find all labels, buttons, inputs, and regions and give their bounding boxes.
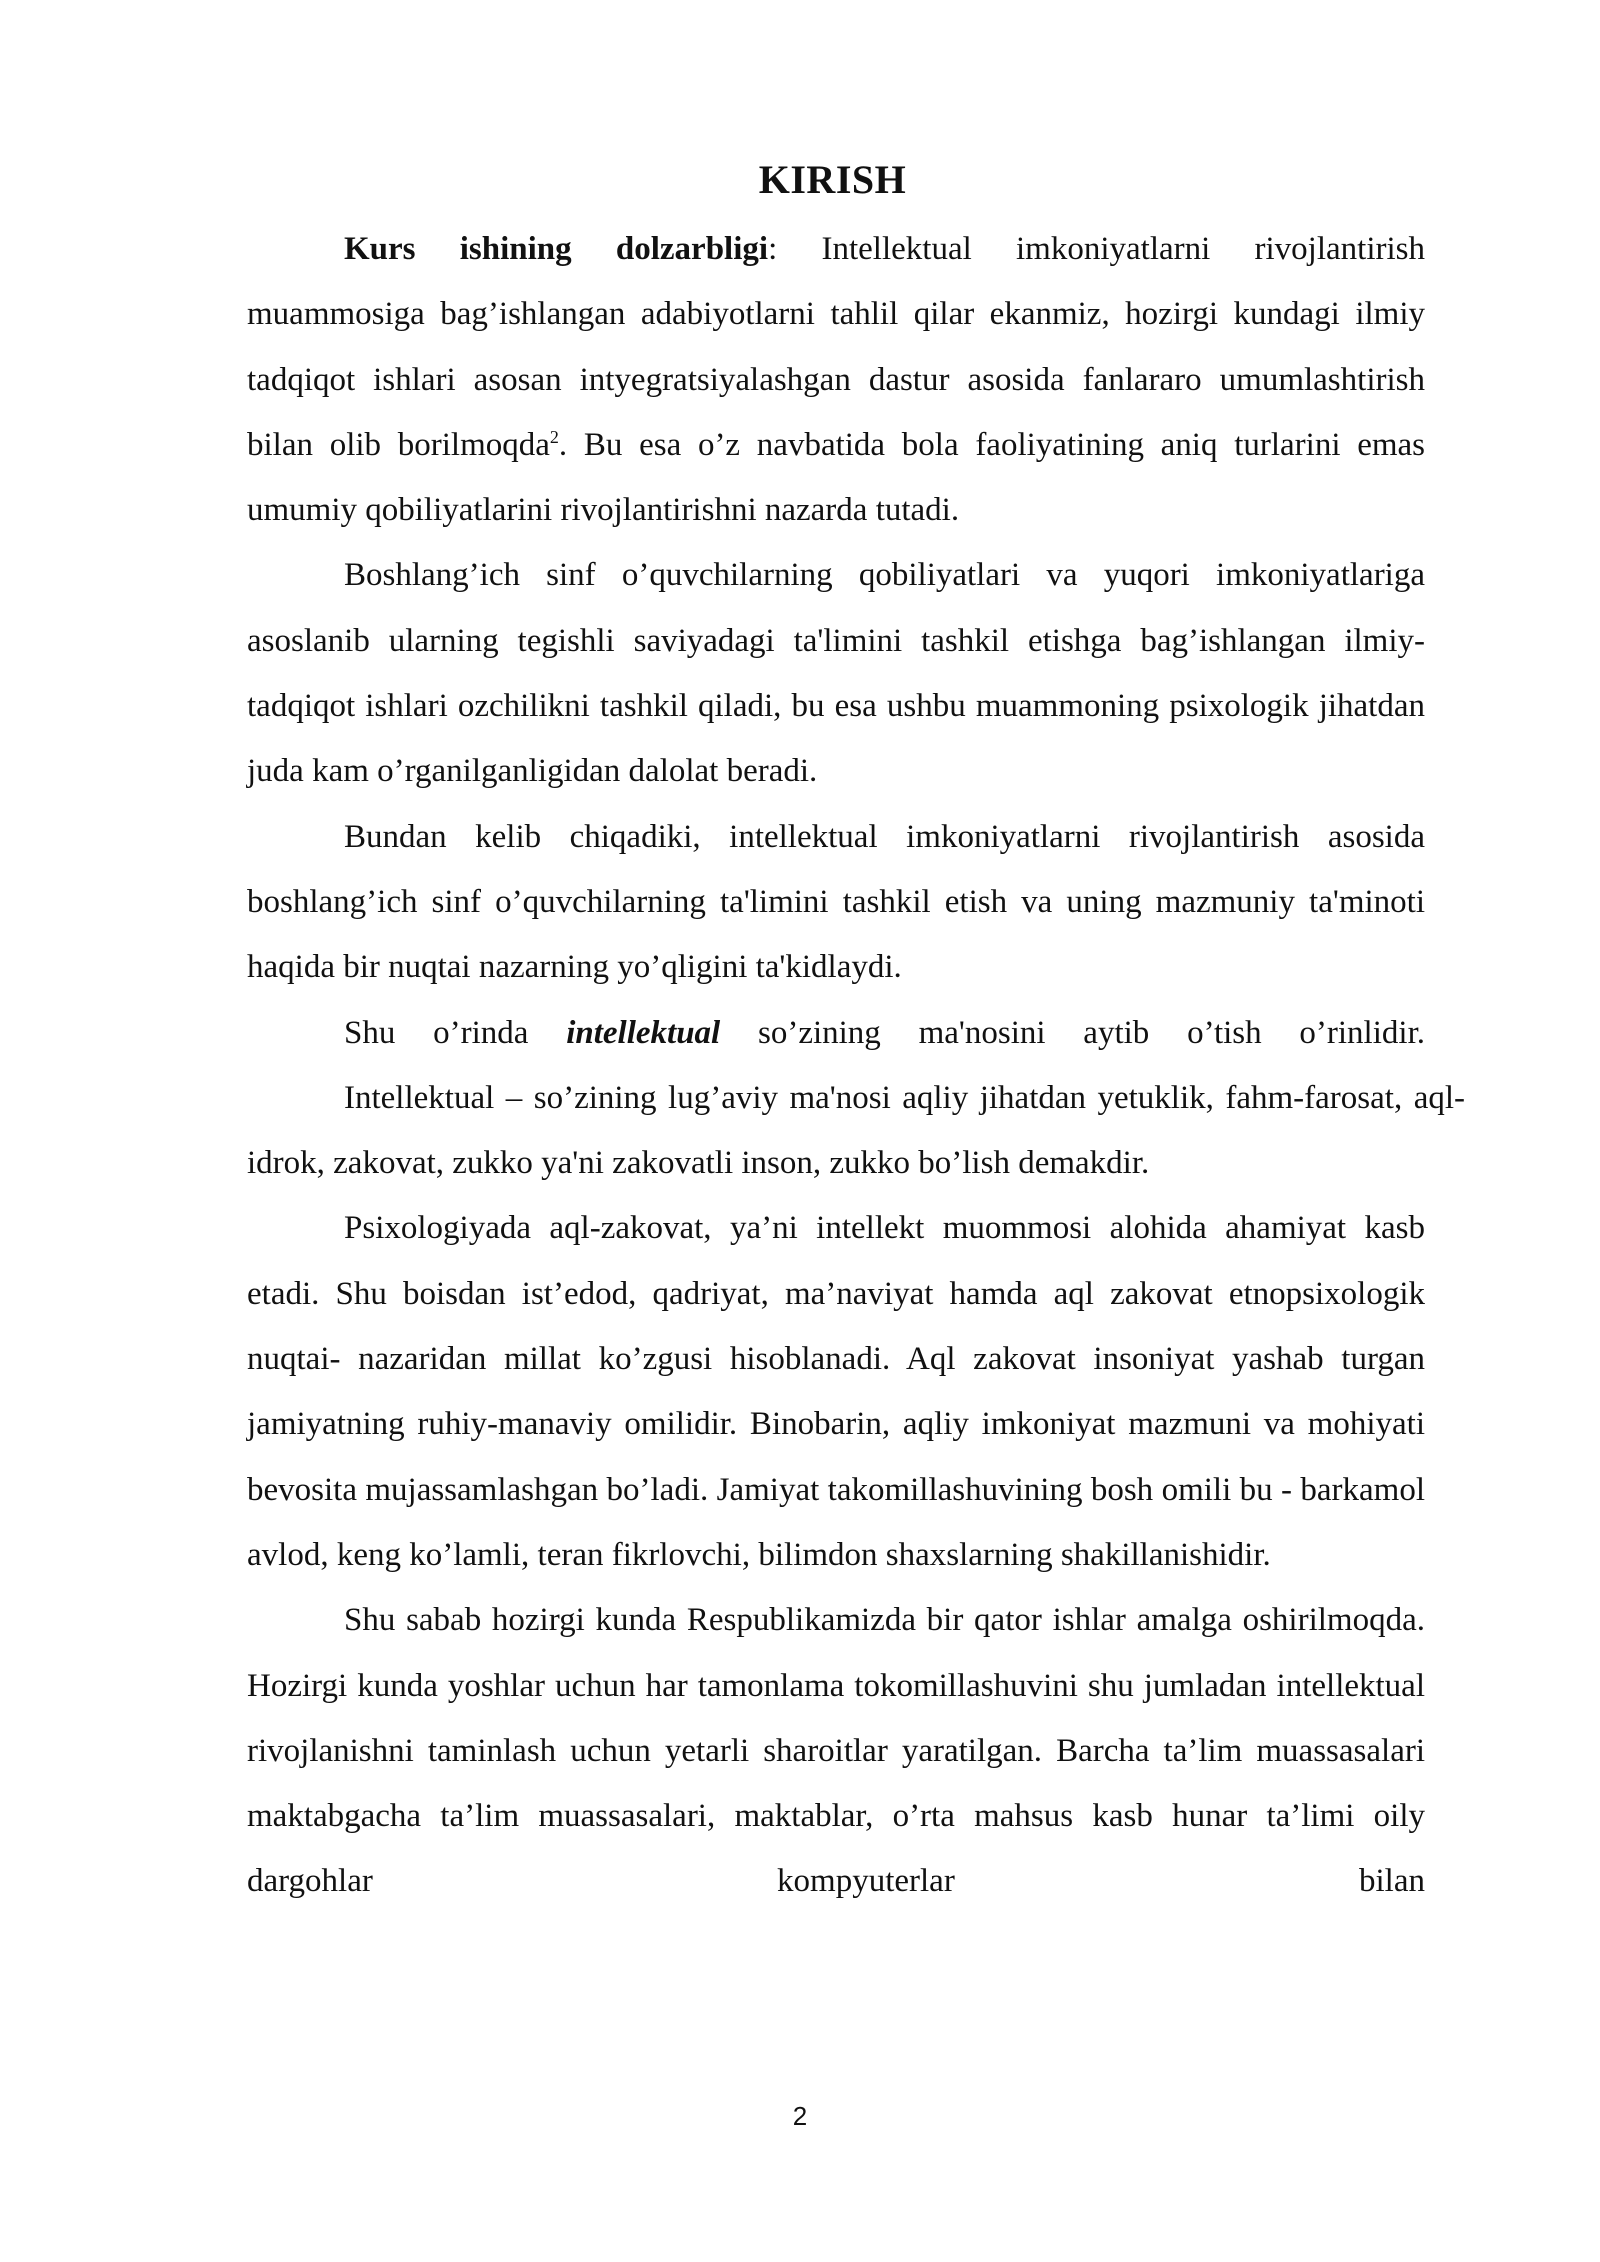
page-number: 2 bbox=[792, 2101, 808, 2131]
footnote-marker[interactable]: 2 bbox=[549, 426, 559, 447]
body-text bbox=[247, 217, 1465, 1915]
paragraph-conclusion: Bundan kelib chiqadiki, intellektual imkoniyatlarni rivojlantirish asosida boshlang’ich sinf o’quvchilarning ta'limini tashkil etish va uning mazmuniy ta'minoti haqida bir nuqtai nazarning yo’qligini ta'kidlaydi. bbox=[247, 818, 1425, 986]
section-heading: KIRISH bbox=[758, 157, 907, 202]
relevance-text-continued: . Bu esa o’z navbatida bola faoliyatining aniq turlarini emas umumiy qobiliyatlarini rivojlantirishni nazarda tutadi. bbox=[247, 426, 1426, 529]
paragraph-relevance bbox=[247, 217, 1425, 543]
term-emphasis: intellektual bbox=[566, 1014, 721, 1051]
paragraph-psychology: Psixologiyada aql-zakovat, ya’ni intellekt muommosi alohida ahamiyat kasb etadi. Shu boisdan ist’edod, qadriyat, ma’naviyat hamda aql zakovat etnopsixologik nuqtai- nazaridan millat ko’zgusi hisoblanadi. Aql zakovat insoniyat yashab turgan jamiyatning ruhiy-manaviy omilidir. Binobarin, aqliy imkoniyat mazmuni va mohiyati bevosita mujassamlashgan bo’ladi. Jamiyat takomillashuvining bosh omili bu - barkamol avlod, keng ko’lamli, teran fikrlovchi, bilimdon shaxslarning shakillanishidir. bbox=[247, 1210, 1425, 1573]
paragraph-primary-pupils: Boshlang’ich sinf o’quvchilarning qobiliyatlari va yuqori imkoniyatlariga asoslanib ularning tegishli saviyadagi ta'limini tashkil etishga bag’ishlangan ilmiy- tadqiqot ishlari ozchilikni tashkil qiladi, bu esa ushbu muammoning psixologik jihatdan juda kam o’rganilganligidan dalolat beradi. bbox=[247, 557, 1425, 790]
term-intro-before: Shu o’rinda bbox=[344, 1014, 567, 1051]
paragraph-term-definition: Intellektual – so’zining lug’aviy ma'nosi aqliy jihatdan yetuklik, fahm-farosat, aql-idrok, zakovat, zukko ya'ni zakovatli inson, zukko bo’lish demakdir. bbox=[247, 1079, 1465, 1182]
relevance-text: : Intellektual imkoniyatlarni rivojlantirish muammosiga bag’ishlangan adabiyotlarni tahlil qilar ekanmiz, hozirgi kundagi ilmiy tadqiqot ishlari asosan intyegratsiyalashgan dastur asosida fanlararo umumlashtirish bilan olib borilmoqda bbox=[247, 231, 1426, 463]
paragraph-term-intro bbox=[247, 1001, 1425, 1066]
term-intro-after: so’zining ma'nosini aytib o’tish o’rinlidir. bbox=[720, 1014, 1425, 1051]
paragraph-republic: Shu sabab hozirgi kunda Respublikamizda bir qator ishlar amalga oshirilmoqda. Hozirgi kunda yoshlar uchun har tamonlama tokomillashuvini shu jumladan intellektual rivojlanishni taminlash uchun yetarli sharoitlar yaratilgan. Barcha ta’lim muassasalari maktabgacha ta’lim muassasalari, maktablar, o’rta mahsus kasb hunar ta’limi oily dargohlar kompyuterlar bilan bbox=[247, 1602, 1425, 1900]
relevance-lead: Kurs ishining dolzarbligi bbox=[344, 231, 769, 267]
